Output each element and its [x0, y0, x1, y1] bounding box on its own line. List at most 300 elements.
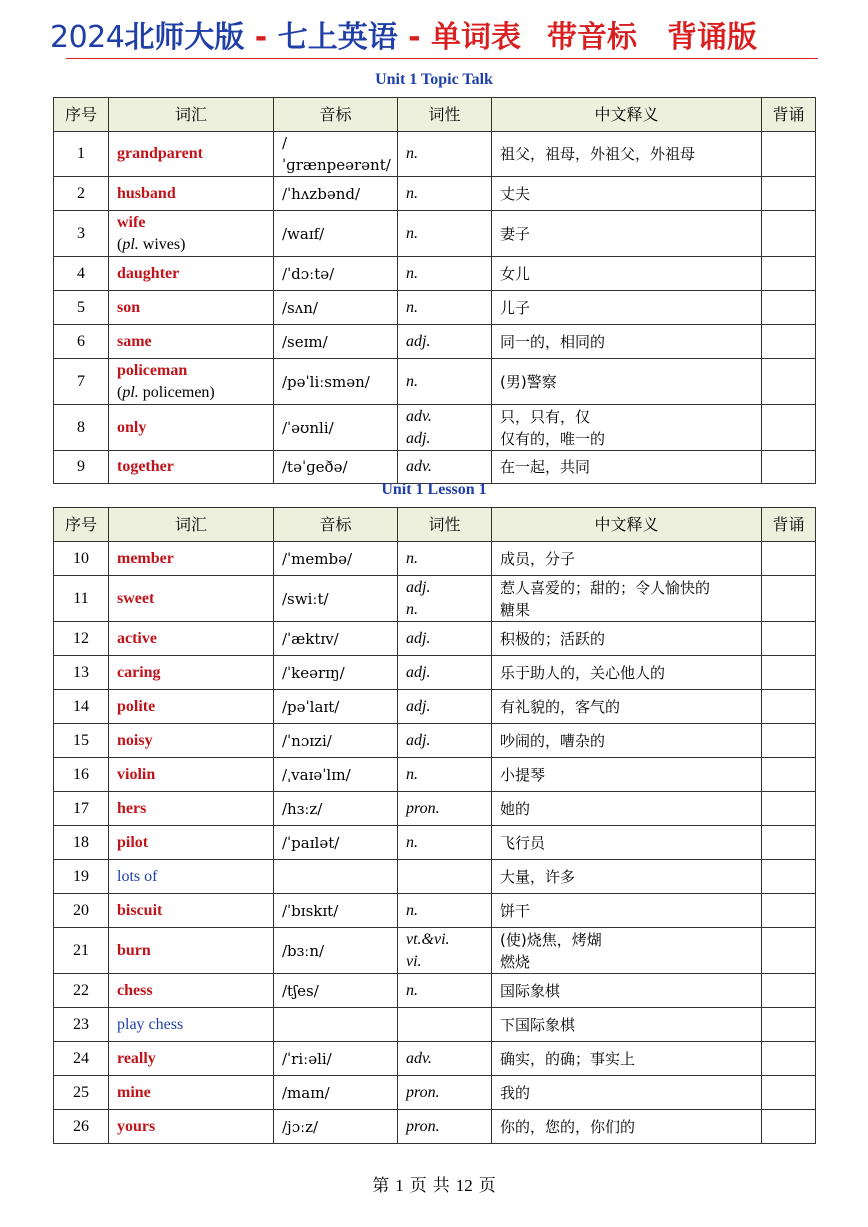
part-of-speech-cell: [398, 974, 492, 1008]
word-text: yours: [117, 1117, 156, 1135]
word-text: sweet: [117, 589, 155, 607]
word-cell: [109, 451, 274, 484]
row-number: 22: [54, 974, 109, 1008]
meaning-cell: [492, 211, 762, 257]
recite-checkbox-cell: [762, 1008, 816, 1042]
part-of-speech: n.: [406, 549, 418, 567]
col-word-header: 词汇: [109, 508, 274, 542]
meaning-cell: [492, 291, 762, 325]
meaning-cell: [492, 792, 762, 826]
meaning-line: 国际象棋: [500, 981, 561, 1000]
meaning-cell: [492, 690, 762, 724]
recite-checkbox-cell: [762, 359, 816, 405]
word-cell: [109, 690, 274, 724]
meaning-line: 祖父，祖母，外祖父，外祖母: [500, 145, 696, 163]
table-row: [54, 974, 816, 1008]
row-number: 3: [54, 211, 109, 257]
page-footer: [0, 1175, 868, 1197]
recite-checkbox-cell: [762, 257, 816, 291]
row-number: 18: [54, 826, 109, 860]
phrase-cell: [109, 1008, 274, 1042]
part-of-speech: adj.: [406, 429, 431, 447]
word-cell: [109, 724, 274, 758]
meaning-line: 小提琴: [500, 765, 546, 784]
recite-checkbox-cell: [762, 1110, 816, 1144]
phonetic-cell: /swiːt/: [274, 576, 398, 622]
word-cell: [109, 132, 274, 177]
title-separator: -: [244, 20, 278, 55]
meaning-cell: [492, 826, 762, 860]
title-year: 2024: [50, 20, 125, 55]
col-phonetic-header: 音标: [274, 508, 398, 542]
part-of-speech: n.: [406, 298, 418, 316]
part-of-speech-cell: [398, 1042, 492, 1076]
part-of-speech: vi.: [406, 952, 422, 970]
row-number: 24: [54, 1042, 109, 1076]
phonetic-cell: /ˈdɔːtə/: [274, 257, 398, 291]
meaning-cell: [492, 1076, 762, 1110]
part-of-speech: n.: [406, 833, 418, 851]
meaning-line: 大量，许多: [500, 867, 576, 886]
phonetic-cell: /ˈæktɪv/: [274, 622, 398, 656]
phonetic-cell: /ˈəʊnli/: [274, 405, 398, 451]
meaning-cell: [492, 576, 762, 622]
meaning-line: 下国际象棋: [500, 1015, 576, 1034]
meaning-line: 我的: [500, 1083, 531, 1102]
meaning-line: 吵闹的，嘈杂的: [500, 731, 606, 750]
recite-checkbox-cell: [762, 211, 816, 257]
word-text: active: [117, 629, 157, 647]
meaning-line: 只，只有，仅: [500, 407, 591, 426]
plural-note: [117, 234, 265, 256]
row-number: 19: [54, 860, 109, 894]
table-row: [54, 860, 816, 894]
col-word-header: 词汇: [109, 98, 274, 132]
recite-checkbox-cell: [762, 542, 816, 576]
meaning-cell: [492, 451, 762, 484]
phonetic-cell: /pəˈliːsmən/: [274, 359, 398, 405]
col-part-of-speech-header: 词性: [398, 98, 492, 132]
table-row: [54, 132, 816, 177]
footer-word: 第: [372, 1176, 390, 1195]
table-row: [54, 1076, 816, 1110]
row-number: 2: [54, 177, 109, 211]
recite-checkbox-cell: [762, 860, 816, 894]
plural-form: wives): [138, 235, 186, 253]
word-text: husband: [117, 184, 176, 202]
part-of-speech: n.: [406, 765, 418, 783]
table-row: [54, 690, 816, 724]
phonetic-cell: /jɔːz/: [274, 1110, 398, 1144]
phrase-text: lots of: [117, 867, 158, 885]
part-of-speech: n.: [406, 981, 418, 999]
part-of-speech-cell: [398, 132, 492, 177]
table-row: [54, 405, 816, 451]
title-wordlist: 单词表: [431, 20, 522, 55]
meaning-cell: [492, 177, 762, 211]
part-of-speech-cell: [398, 690, 492, 724]
phonetic-cell: /maɪn/: [274, 1076, 398, 1110]
col-phonetic-header: 音标: [274, 98, 398, 132]
part-of-speech-cell: [398, 451, 492, 484]
part-of-speech: adj.: [406, 663, 431, 681]
part-of-speech-cell: [398, 177, 492, 211]
row-number: 5: [54, 291, 109, 325]
word-text: wife: [117, 213, 146, 231]
part-of-speech-cell: [398, 325, 492, 359]
part-of-speech-cell: [398, 542, 492, 576]
row-number: 11: [54, 576, 109, 622]
meaning-line: 女儿: [500, 264, 531, 283]
word-cell: [109, 1110, 274, 1144]
row-number: 21: [54, 928, 109, 974]
table-row: [54, 758, 816, 792]
recite-checkbox-cell: [762, 177, 816, 211]
recite-checkbox-cell: [762, 826, 816, 860]
recite-checkbox-cell: [762, 974, 816, 1008]
recite-checkbox-cell: [762, 405, 816, 451]
table-row: [54, 1110, 816, 1144]
word-text: grandparent: [117, 145, 203, 162]
word-cell: [109, 177, 274, 211]
vocabulary-table: [53, 97, 816, 484]
row-number: 13: [54, 656, 109, 690]
row-number: 26: [54, 1110, 109, 1144]
part-of-speech-cell: [398, 894, 492, 928]
word-cell: [109, 542, 274, 576]
word-cell: [109, 576, 274, 622]
word-cell: [109, 1042, 274, 1076]
table-row: [54, 576, 816, 622]
row-number: 23: [54, 1008, 109, 1042]
part-of-speech-cell: [398, 928, 492, 974]
word-text: violin: [117, 765, 156, 783]
word-cell: [109, 325, 274, 359]
part-of-speech: n.: [406, 372, 418, 390]
part-of-speech-cell: [398, 291, 492, 325]
col-part-of-speech-header: 词性: [398, 508, 492, 542]
col-number-header: 序号: [54, 98, 109, 132]
table-row: [54, 325, 816, 359]
table-row: [54, 1008, 816, 1042]
meaning-cell: [492, 257, 762, 291]
plural-note-open: (: [117, 383, 123, 401]
row-number: 8: [54, 405, 109, 451]
section-title: Unit 1 Lesson 1: [381, 481, 487, 498]
row-number: 20: [54, 894, 109, 928]
section-title: Unit 1 Topic Talk: [375, 71, 493, 88]
word-cell: [109, 622, 274, 656]
word-text: together: [117, 458, 174, 475]
recite-checkbox-cell: [762, 656, 816, 690]
recite-checkbox-cell: [762, 291, 816, 325]
title-publisher: 北师大版: [124, 20, 245, 55]
part-of-speech: pron.: [406, 1083, 440, 1101]
meaning-cell: [492, 724, 762, 758]
meaning-cell: [492, 656, 762, 690]
meaning-line: 仅有的，唯一的: [500, 429, 606, 448]
word-text: noisy: [117, 731, 153, 749]
phonetic-cell: /ˈriːəli/: [274, 1042, 398, 1076]
part-of-speech: n.: [406, 901, 418, 919]
part-of-speech-cell: [398, 257, 492, 291]
row-number: 12: [54, 622, 109, 656]
word-text: polite: [117, 697, 156, 715]
meaning-line: 有礼貌的，客气的: [500, 697, 621, 716]
phonetic-cell: /ˈpaɪlət/: [274, 826, 398, 860]
recite-checkbox-cell: [762, 1042, 816, 1076]
meaning-line: 在一起，共同: [500, 458, 591, 476]
part-of-speech: adj.: [406, 731, 431, 749]
part-of-speech-cell: [398, 359, 492, 405]
row-number: 10: [54, 542, 109, 576]
word-cell: [109, 1076, 274, 1110]
meaning-cell: [492, 325, 762, 359]
part-of-speech-cell: [398, 211, 492, 257]
word-text: same: [117, 332, 152, 350]
row-number: 6: [54, 325, 109, 359]
recite-checkbox-cell: [762, 576, 816, 622]
word-text: biscuit: [117, 901, 163, 919]
meaning-cell: [492, 928, 762, 974]
meaning-cell: [492, 758, 762, 792]
footer-word: 页: [409, 1176, 427, 1195]
word-cell: [109, 974, 274, 1008]
vocabulary-table: [53, 507, 816, 1144]
meaning-cell: [492, 359, 762, 405]
table-row: [54, 826, 816, 860]
phonetic-cell: [274, 860, 398, 894]
phonetic-cell: /ˈbɪskɪt/: [274, 894, 398, 928]
table-row: [54, 451, 816, 484]
part-of-speech-cell: [398, 405, 492, 451]
title-phonetic: 带音标: [547, 20, 638, 55]
table-row: [54, 177, 816, 211]
table-row: [54, 1042, 816, 1076]
footer-total-pages: 12: [455, 1176, 473, 1195]
meaning-line: 糖果: [500, 600, 531, 619]
phonetic-cell: /ˈkeərɪŋ/: [274, 656, 398, 690]
meaning-line: 燃烧: [500, 952, 531, 971]
part-of-speech: n.: [406, 145, 418, 162]
meaning-line: 她的: [500, 799, 531, 818]
word-text: really: [117, 1049, 156, 1067]
part-of-speech-cell: [398, 1110, 492, 1144]
phonetic-cell: /ˈnɔɪzi/: [274, 724, 398, 758]
table-row: [54, 894, 816, 928]
word-cell: [109, 291, 274, 325]
recite-checkbox-cell: [762, 758, 816, 792]
meaning-line: 你的，您的，你们的: [500, 1117, 636, 1136]
word-cell: [109, 792, 274, 826]
recite-checkbox-cell: [762, 132, 816, 177]
word-cell: [109, 894, 274, 928]
row-number: 14: [54, 690, 109, 724]
meaning-cell: [492, 132, 762, 177]
meaning-line: 同一的，相同的: [500, 332, 606, 351]
word-cell: [109, 758, 274, 792]
table-row: [54, 542, 816, 576]
meaning-line: 确实，的确；事实上: [500, 1049, 636, 1068]
meaning-line: (男)警察: [500, 372, 557, 391]
part-of-speech: adj.: [406, 629, 431, 647]
recite-checkbox-cell: [762, 928, 816, 974]
word-cell: [109, 359, 274, 405]
recite-checkbox-cell: [762, 622, 816, 656]
word-text: mine: [117, 1083, 151, 1101]
part-of-speech: adv.: [406, 407, 432, 425]
part-of-speech-cell: [398, 792, 492, 826]
word-cell: [109, 211, 274, 257]
meaning-line: 飞行员: [500, 833, 546, 852]
title-underline: [66, 58, 818, 59]
meaning-line: (使)烧焦，烤煳: [500, 930, 602, 949]
phrase-text: play chess: [117, 1015, 184, 1033]
part-of-speech: n.: [406, 264, 418, 282]
part-of-speech: adj.: [406, 332, 431, 350]
row-number: 25: [54, 1076, 109, 1110]
title-separator: -: [397, 20, 432, 55]
part-of-speech: n.: [406, 224, 418, 242]
recite-checkbox-cell: [762, 1076, 816, 1110]
row-number: 4: [54, 257, 109, 291]
phonetic-cell: /ˈɡrænpeərənt/: [274, 132, 398, 177]
part-of-speech-cell: [398, 758, 492, 792]
meaning-cell: [492, 405, 762, 451]
word-text: burn: [117, 941, 151, 959]
meaning-cell: [492, 974, 762, 1008]
meaning-line: 乐于助人的，关心他人的: [500, 663, 666, 682]
word-text: chess: [117, 981, 153, 999]
recite-checkbox-cell: [762, 792, 816, 826]
phonetic-cell: /təˈɡeðə/: [274, 451, 398, 484]
recite-checkbox-cell: [762, 325, 816, 359]
footer-word: 页: [478, 1176, 496, 1195]
col-number-header: 序号: [54, 508, 109, 542]
table-header-row: [54, 98, 816, 132]
col-meaning-header: 中文释义: [492, 98, 762, 132]
row-number: 9: [54, 451, 109, 484]
table-row: [54, 724, 816, 758]
phonetic-cell: [274, 1008, 398, 1042]
meaning-cell: [492, 1110, 762, 1144]
plural-abbrev: pl.: [122, 235, 139, 253]
row-number: 15: [54, 724, 109, 758]
part-of-speech: vt.&vi.: [406, 930, 450, 948]
phonetic-cell: /ˈhʌzbənd/: [274, 177, 398, 211]
footer-page-number: 1: [395, 1176, 404, 1195]
word-text: caring: [117, 663, 161, 681]
plural-form: policemen): [138, 383, 215, 401]
table-row: [54, 257, 816, 291]
col-meaning-header: 中文释义: [492, 508, 762, 542]
meaning-cell: [492, 622, 762, 656]
word-cell: [109, 257, 274, 291]
col-recite-header: 背诵: [762, 508, 816, 542]
part-of-speech-cell: [398, 656, 492, 690]
table-row: [54, 656, 816, 690]
word-cell: [109, 656, 274, 690]
word-text: hers: [117, 799, 147, 817]
row-number: 17: [54, 792, 109, 826]
recite-checkbox-cell: [762, 724, 816, 758]
word-text: pilot: [117, 833, 149, 851]
word-cell: [109, 826, 274, 860]
meaning-cell: [492, 860, 762, 894]
part-of-speech: n.: [406, 600, 418, 618]
part-of-speech: adv.: [406, 458, 432, 475]
word-text: only: [117, 418, 147, 436]
phonetic-cell: /seɪm/: [274, 325, 398, 359]
title-recite: 背诵版: [667, 20, 758, 55]
recite-checkbox-cell: [762, 690, 816, 724]
phonetic-cell: /sʌn/: [274, 291, 398, 325]
meaning-line: 丈夫: [500, 184, 531, 203]
part-of-speech-cell: [398, 724, 492, 758]
plural-note-open: (: [117, 235, 123, 253]
table-row: [54, 792, 816, 826]
row-number: 1: [54, 132, 109, 177]
meaning-line: 成员，分子: [500, 549, 576, 568]
table-row: [54, 928, 816, 974]
meaning-line: 饼干: [500, 901, 531, 920]
plural-abbrev: pl.: [122, 383, 139, 401]
row-number: 7: [54, 359, 109, 405]
meaning-line: 妻子: [500, 224, 531, 243]
part-of-speech: pron.: [406, 799, 440, 817]
word-cell: [109, 928, 274, 974]
part-of-speech-cell: [398, 622, 492, 656]
recite-checkbox-cell: [762, 894, 816, 928]
phonetic-cell: /tʃes/: [274, 974, 398, 1008]
part-of-speech: adj.: [406, 697, 431, 715]
table-row: [54, 291, 816, 325]
meaning-cell: [492, 542, 762, 576]
part-of-speech-cell: [398, 826, 492, 860]
meaning-line: 惹人喜爱的；甜的；令人愉快的: [500, 578, 711, 597]
phonetic-cell: /pəˈlaɪt/: [274, 690, 398, 724]
part-of-speech: n.: [406, 184, 418, 202]
part-of-speech-cell: [398, 1008, 492, 1042]
phonetic-cell: /waɪf/: [274, 211, 398, 257]
phonetic-cell: /ˌvaɪəˈlɪn/: [274, 758, 398, 792]
col-recite-header: 背诵: [762, 98, 816, 132]
part-of-speech-cell: [398, 860, 492, 894]
phonetic-cell: /bɜːn/: [274, 928, 398, 974]
part-of-speech-cell: [398, 1076, 492, 1110]
meaning-line: 积极的；活跃的: [500, 629, 606, 648]
phrase-cell: [109, 860, 274, 894]
word-text: member: [117, 549, 174, 567]
recite-checkbox-cell: [762, 451, 816, 484]
part-of-speech-cell: [398, 576, 492, 622]
title-course: 七上英语: [277, 20, 398, 55]
meaning-line: 儿子: [500, 298, 531, 317]
phonetic-cell: /hɜːz/: [274, 792, 398, 826]
table-row: [54, 622, 816, 656]
part-of-speech: pron.: [406, 1117, 440, 1135]
word-text: policeman: [117, 361, 188, 379]
word-cell: [109, 405, 274, 451]
table-row: [54, 359, 816, 405]
document-title: [50, 16, 820, 60]
word-text: daughter: [117, 264, 180, 282]
part-of-speech: adv.: [406, 1049, 432, 1067]
row-number: 16: [54, 758, 109, 792]
footer-word: 共: [432, 1176, 450, 1195]
meaning-cell: [492, 1008, 762, 1042]
plural-note: [117, 382, 265, 404]
